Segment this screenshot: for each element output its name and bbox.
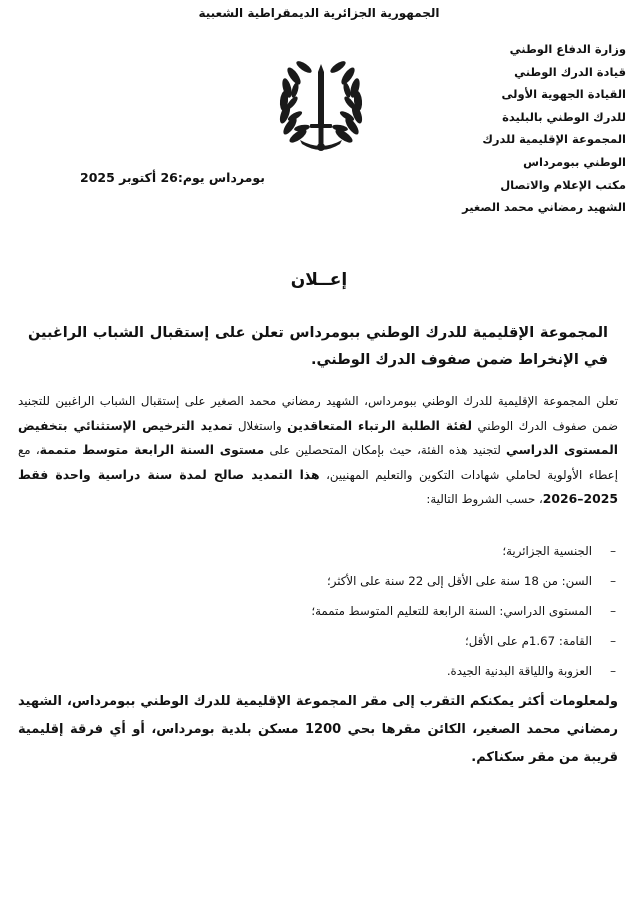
issuer-line-blida: للدرك الوطني بالبليدة [502, 109, 626, 124]
issuer-line-media-office: مكتب الإعلام والاتصال [500, 177, 626, 192]
republic-heading: الجمهورية الجزائرية الديمقراطية الشعبية [198, 6, 440, 20]
body-text-2: واستغلال [232, 418, 288, 433]
condition-item [18, 656, 618, 686]
announcement-subtitle: المجموعة الإقليمية للدرك الوطني ببومرداس تعلن على إستقبال الشباب الراغبين في الإنخراط ضمن صفوف الدرك الوطني. [28, 325, 608, 368]
body-text-3: لتجنيد هذه الفئة، حيث بإمكان المتحصلين على [264, 443, 507, 458]
contact-paragraph: ولمعلومات أكثر يمكنكم التقرب إلى مقر المجموعة الإقليمية للدرك الوطني ببومرداس، الشهيد رمضاني محمد الصغير، الكائن مقرها بحي 1200 مسكن بلدية بومرداس، أو أي فرقة إقليمية قريبة من مقر سكناكم. [18, 694, 618, 765]
condition-item [18, 626, 618, 656]
condition-text: القامة: 1.67م على الأقل؛ [464, 634, 592, 648]
body-text-5: ، حسب الشروط التالية: [426, 492, 543, 507]
body-emphasis-exception: تمديد الترخيص الإستثنائي بتخفيض المستوى الدراسي [18, 417, 619, 458]
issuer-block [446, 38, 626, 219]
body-emphasis-category: لفئة الطلبة الرتباء المتعاقدين [287, 417, 473, 433]
gendarmerie-emblem-icon [268, 54, 374, 160]
body-text-4: ، مع إعطاء الأولوية لحاملي شهادات التكوين والتعليم المهنيين، [18, 443, 618, 482]
condition-text: الجنسية الجزائرية؛ [502, 544, 592, 558]
condition-item [18, 596, 618, 626]
issuer-line-regional-command: القيادة الجهوية الأولى [501, 87, 626, 102]
issuer-line-command: قيادة الدرك الوطني [514, 64, 626, 79]
issuer-line-ministry: وزارة الدفاع الوطني [509, 42, 626, 56]
body-emphasis-level: مستوى السنة الرابعة متوسط متممة [39, 442, 265, 458]
bullet-dash: – [610, 604, 616, 618]
issuer-line-boumerdes: الوطني ببومرداس [523, 154, 626, 169]
body-emphasis-validity: هذا التمديد صالح لمدة سنة دراسية واحدة فقط 2025–2026 [18, 466, 618, 507]
announcement-body [18, 390, 618, 512]
bullet-dash: – [610, 574, 616, 588]
condition-text: المستوى الدراسي: السنة الرابعة للتعليم المتوسط متممة؛ [311, 604, 592, 618]
condition-item [18, 536, 618, 566]
bullet-dash: – [610, 634, 616, 648]
bullet-dash: – [610, 544, 616, 558]
condition-text: العزوبة واللياقة البدنية الجيدة. [446, 664, 592, 678]
announcement-date: بومرداس يوم:26 أكتوبر 2025 [80, 170, 265, 185]
condition-text: السن: من 18 سنة على الأقل إلى 22 سنة على الأكثر؛ [326, 574, 592, 588]
announcement-title: إعــلان [290, 270, 348, 290]
bullet-dash: – [610, 664, 616, 678]
conditions-list [18, 536, 618, 686]
body-text-1: تعلن المجموعة الإقليمية للدرك الوطني ببومرداس، الشهيد رمضاني محمد الصغير على إستقبال الشباب الراغبين للتجنيد ضمن صفوف الدرك الوطني [18, 394, 619, 433]
issuer-line-territorial-group: المجموعة الإقليمية للدرك [482, 132, 626, 147]
condition-item [18, 566, 618, 596]
issuer-line-martyr-name: الشهيد رمضاني محمد الصغير [462, 200, 626, 215]
